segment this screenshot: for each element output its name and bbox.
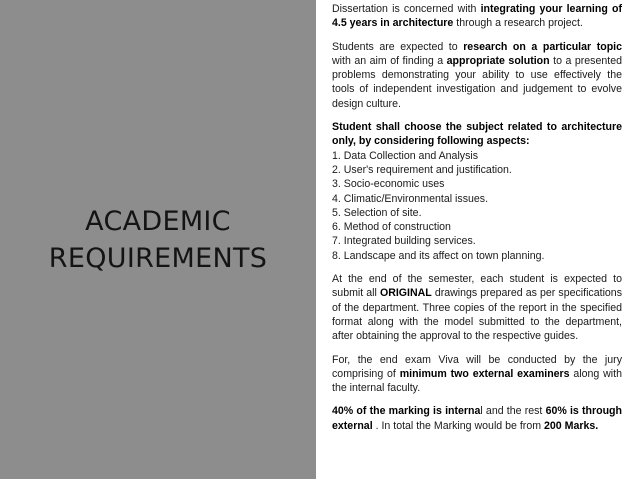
submission-paragraph: [332, 272, 622, 343]
left-panel: [0, 0, 316, 479]
slide-title-line-2: REQUIREMENTS: [48, 243, 268, 274]
viva-paragraph: [332, 353, 622, 396]
list-item: 6. Method of construction: [332, 221, 451, 234]
marking-text-1: l and the rest: [480, 405, 546, 418]
intro-text-1: Dissertation is concerned with: [332, 3, 481, 15]
research-text-1: Students are expected to: [332, 40, 464, 53]
list-item: 2. User's requirement and justification.: [332, 163, 512, 176]
submission-text-2: drawings prepared as per specifications of the department. Three copies of the report in the specified format along with the model submitted to the department, after obtaining the approval to the respective guides.: [332, 287, 622, 343]
submission-bold: ORIGINAL: [379, 287, 432, 300]
research-paragraph: [332, 40, 622, 111]
viva-text-2: along with the internal faculty.: [332, 367, 622, 395]
list-item: 5. Selection of site.: [332, 206, 422, 219]
slide-title: [0, 203, 316, 277]
marking-bold-3: 200 Marks.: [544, 419, 599, 432]
marking-bold-1: 40% of the marking is interna: [332, 405, 481, 418]
intro-paragraph: [332, 2, 622, 31]
marking-text-2: . In total the Marking would be from: [372, 419, 544, 432]
research-bold-1: research on a particular topic: [463, 40, 622, 53]
intro-text-2: through a research project.: [453, 17, 583, 30]
research-bold-2: appropriate solution: [446, 54, 550, 67]
slide-title-line-1: ACADEMIC: [85, 206, 231, 237]
research-text-3: to a presented problems demonstrating your ability to use effectively the tools of independent investigation and judgement to evolve design culture.: [332, 54, 622, 110]
list-item: 3. Socio-economic uses: [332, 178, 445, 191]
viva-bold: minimum two external examiners: [399, 367, 570, 380]
subject-heading-text: Student shall choose the subject related to architecture only, by considering following aspects:: [332, 121, 622, 148]
content-column: [332, 2, 622, 442]
subject-heading: [332, 120, 622, 149]
intro-bold: integrating your learning of 4.5 years in architecture: [332, 3, 622, 30]
viva-text-1: For, the end exam Viva will be conducted by the jury comprising of: [332, 353, 622, 380]
list-item: 1. Data Collection and Analysis: [332, 149, 479, 162]
aspects-list: [332, 149, 622, 263]
marking-bold-2: 60% is through external: [332, 405, 622, 432]
list-item: 8. Landscape and its affect on town planning.: [332, 249, 545, 262]
list-item: 7. Integrated building services.: [332, 235, 476, 248]
research-text-2: with an aim of finding a: [332, 54, 447, 67]
marking-paragraph: [332, 404, 622, 433]
list-item: 4. Climatic/Environmental issues.: [332, 192, 489, 205]
submission-text-1: At the end of the semester, each student is expected to submit all: [332, 273, 622, 300]
